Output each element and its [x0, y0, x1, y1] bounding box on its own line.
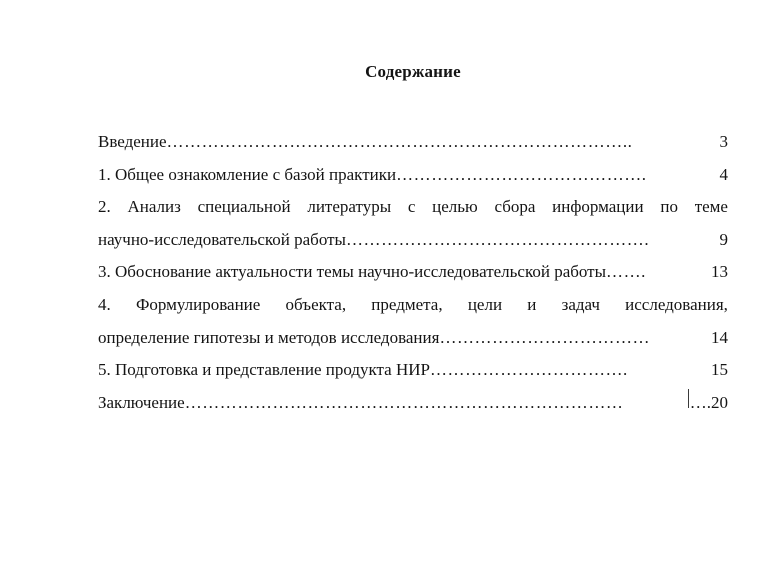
- toc-word: и: [527, 294, 537, 314]
- toc-word: с: [407, 197, 416, 217]
- toc-entry[interactable]: [98, 289, 728, 354]
- toc-entry-label: определение гипотезы и методов исследования: [98, 327, 440, 347]
- toc-page-number: 14: [711, 327, 728, 347]
- toc-word: специальной: [197, 197, 291, 217]
- toc-entry-label: 1. Общее ознакомление с базой практики: [98, 164, 397, 184]
- toc-word: Анализ: [127, 197, 181, 217]
- toc-entry-line: [98, 322, 728, 355]
- toc-word: задач: [561, 294, 600, 314]
- dot-leader: …………………………………………………………………: [184, 392, 624, 412]
- toc-word: 4.: [98, 294, 111, 314]
- toc-word: 2.: [98, 197, 111, 217]
- toc-entry[interactable]: [98, 159, 728, 192]
- dot-leader: …………………………………….: [396, 164, 647, 184]
- toc-entry-label: научно-исследовательской работы: [98, 229, 346, 249]
- toc-word: объекта,: [285, 294, 347, 314]
- toc-word: цели: [467, 294, 503, 314]
- table-of-contents: [98, 126, 728, 419]
- toc-entry-line: [98, 224, 728, 257]
- toc-entry-line: [98, 256, 728, 289]
- toc-entry-label: 5. Подготовка и представление продукта НИР: [98, 360, 430, 380]
- toc-page-number: 3: [719, 132, 728, 151]
- toc-word: сбора: [494, 197, 536, 217]
- toc-entry-label: 3. Обоснование актуальности темы научно-исследовательской работы: [98, 262, 607, 282]
- toc-word: теме: [694, 197, 728, 217]
- toc-entry-label: Заключение: [98, 392, 185, 412]
- toc-word: информации: [552, 197, 644, 217]
- toc-entry[interactable]: [98, 387, 728, 420]
- toc-page-number: 20: [711, 392, 728, 412]
- toc-word: целью: [432, 197, 478, 217]
- toc-word: Формулирование: [135, 294, 261, 314]
- page-title: Содержание: [365, 62, 461, 81]
- toc-word: предмета,: [371, 294, 443, 314]
- toc-word: по: [660, 197, 678, 217]
- dot-leader: …………………………………………….: [345, 229, 650, 249]
- toc-entry[interactable]: [98, 126, 728, 159]
- dot-leader: ……………………………………………………………………..: [166, 132, 633, 151]
- dot-leader: …………………………….: [430, 360, 628, 380]
- toc-entry-line: [98, 191, 728, 224]
- toc-page-number: 9: [719, 229, 728, 249]
- toc-entry-line: [98, 387, 728, 420]
- toc-word: исследования,: [625, 294, 728, 314]
- toc-entry-line: [98, 126, 728, 159]
- toc-entry[interactable]: [98, 191, 728, 256]
- dot-leader: …….: [606, 262, 646, 282]
- toc-page-number: 4: [719, 164, 728, 184]
- toc-entry[interactable]: [98, 354, 728, 387]
- toc-word: литературы: [307, 197, 392, 217]
- toc-entry-line: [98, 354, 728, 387]
- toc-entry-line: [98, 289, 728, 322]
- dot-leader-tail: ….: [689, 392, 711, 412]
- toc-page-number: 13: [711, 262, 728, 282]
- toc-entry-label: Введение: [98, 132, 167, 151]
- toc-entry[interactable]: [98, 256, 728, 289]
- toc-page-number: 15: [711, 360, 728, 380]
- dot-leader: ………………………………: [439, 327, 651, 347]
- toc-entry-line: [98, 159, 728, 192]
